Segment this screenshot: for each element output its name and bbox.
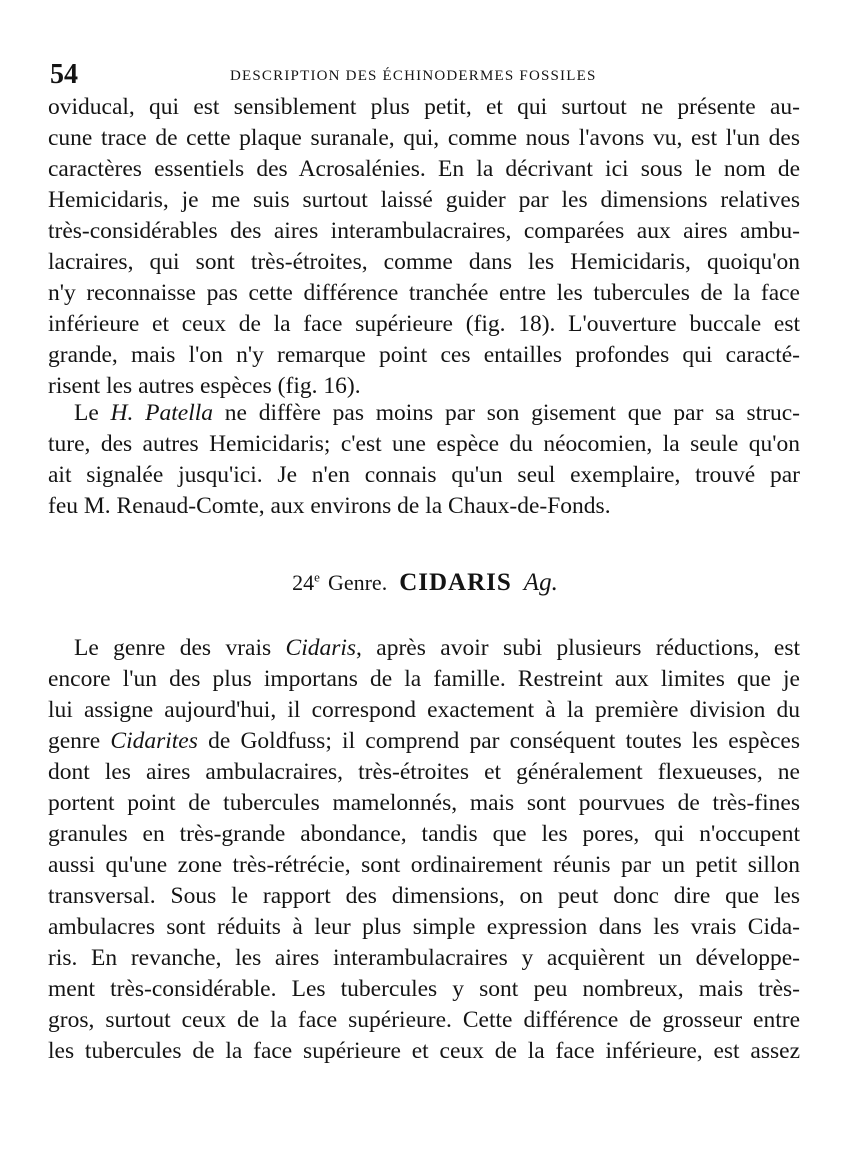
page-number: 54 <box>50 59 78 90</box>
text-line: aussi qu'une zone très-rétrécie, sont ordinairement réunis par un petit sillon <box>48 852 800 878</box>
text-fragment: , après avoir subi plusieurs réductions, est <box>356 635 800 661</box>
text-line: ambulacres sont réduits à leur plus simple expression dans les vrais Cida- <box>48 914 800 940</box>
genre-name: CIDARIS <box>399 569 512 597</box>
text-line: risent les autres espèces (fig. 16). <box>48 373 361 399</box>
text-fragment: Le <box>74 400 111 426</box>
text-fragment: ne diffère pas moins par son gisement que par sa struc- <box>213 400 800 426</box>
genre-author: Ag. <box>523 569 558 597</box>
text-line: dont les aires ambulacraires, très-étroites et généralement flexueuses, ne <box>48 759 800 785</box>
genus-name-italic: Cidaris <box>285 635 357 661</box>
text-line: grande, mais l'on n'y remarque point ces entailles profondes qui caracté- <box>48 342 800 368</box>
text-fragment: genre <box>48 728 111 754</box>
text-line: lacraires, qui sont très-étroites, comme dans les Hemicidaris, quoiqu'on <box>48 249 800 275</box>
paragraph-h-patella <box>48 398 800 522</box>
genus-name-italic: Cidarites <box>110 728 198 754</box>
text-line <box>48 398 800 429</box>
text-line: cune trace de cette plaque suranale, qui, comme nous l'avons vu, est l'un des <box>48 125 800 151</box>
running-title: DESCRIPTION DES ÉCHINODERMES FOSSILES <box>230 68 597 84</box>
page-header <box>50 60 805 90</box>
text-line: caractères essentiels des Acrosalénies. En la décrivant ici sous le nom de <box>48 156 800 182</box>
genre-number-superscript: e <box>314 570 320 585</box>
text-line: inférieure et ceux de la face supérieure (fig. 18). L'ouverture buccale est <box>48 311 800 337</box>
genre-word: Genre. <box>327 570 388 596</box>
text-fragment: de Goldfuss; il comprend par conséquent toutes les espèces <box>197 728 800 754</box>
genre-number <box>292 570 320 595</box>
text-line <box>48 633 800 664</box>
text-line: ment très-considérable. Les tubercules y sont peu nombreux, mais très- <box>48 976 800 1002</box>
text-line: oviducal, qui est sensiblement plus petit, et qui surtout ne présente au- <box>48 94 800 120</box>
text-line: ait signalée jusqu'ici. Je n'en connais qu'un seul exemplaire, trouvé par <box>48 462 800 488</box>
text-line: feu M. Renaud-Comte, aux environs de la Chaux-de-Fonds. <box>48 493 611 519</box>
text-line: gros, surtout ceux de la face supérieure. Cette différence de grosseur entre <box>48 1007 800 1033</box>
text-line: portent point de tubercules mamelonnés, mais sont pourvues de très-fines <box>48 790 800 816</box>
paragraph-cidaris-description <box>48 633 800 1067</box>
text-line: très-considérables des aires interambulacraires, comparées aux aires ambu- <box>48 218 800 244</box>
text-line <box>48 726 800 757</box>
text-line: encore l'un des plus importans de la famille. Restreint aux limites que je <box>48 666 800 692</box>
species-name-italic: H. Patella <box>110 400 214 426</box>
text-line: Hemicidaris, je me suis surtout laissé guider par les dimensions relatives <box>48 187 800 213</box>
text-line: lui assigne aujourd'hui, il correspond exactement à la première division du <box>48 697 800 723</box>
text-line: transversal. Sous le rapport des dimensions, on peut donc dire que les <box>48 883 800 909</box>
text-fragment: Le genre des vrais <box>74 635 286 661</box>
paragraph-hemicidaris-description <box>48 92 800 402</box>
text-line: ture, des autres Hemicidaris; c'est une espèce du néocomien, la seule qu'on <box>48 431 800 457</box>
genre-number-value: 24 <box>292 570 315 596</box>
text-line: les tubercules de la face supérieure et ceux de la face inférieure, est assez <box>48 1038 800 1064</box>
text-line: granules en très-grande abondance, tandis que les pores, qui n'occupent <box>48 821 800 847</box>
text-line: n'y reconnaisse pas cette différence tranchée entre les tubercules de la face <box>48 280 800 306</box>
text-line: ris. En revanche, les aires interambulacraires y acquièrent un développe- <box>48 945 800 971</box>
genre-heading <box>0 560 850 604</box>
